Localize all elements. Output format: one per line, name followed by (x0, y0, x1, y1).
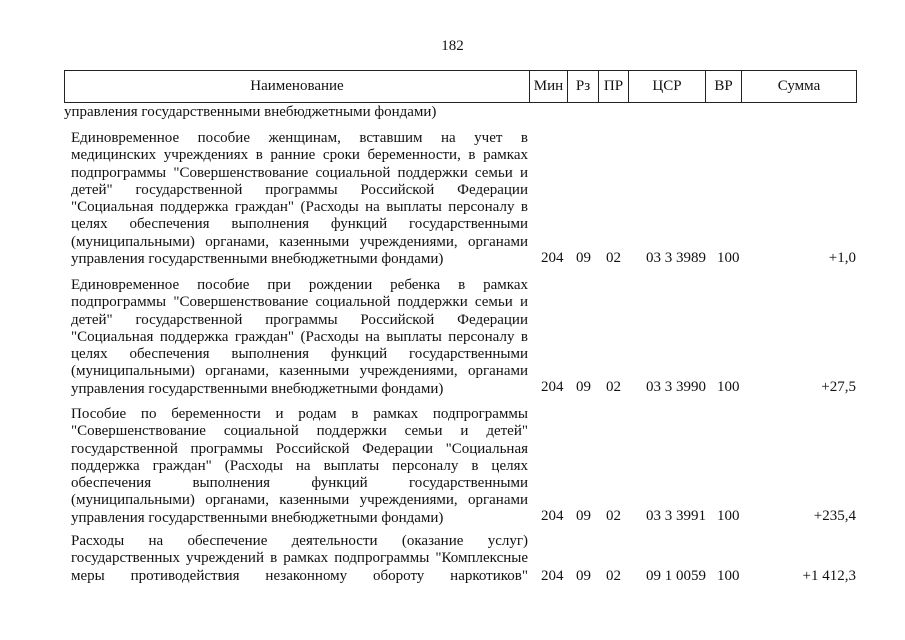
cell-rz: 09 (576, 508, 591, 524)
description-line: государственной программы Российской Федерации "Социальная (71, 440, 528, 457)
cell-pr: 02 (606, 379, 621, 395)
page-number: 182 (441, 38, 464, 54)
header-pr: ПР (599, 71, 629, 103)
description-line: "Совершенствование социальной поддержки семьи и детей" (71, 423, 528, 440)
cell-sum: +27,5 (821, 379, 856, 395)
header-min: Мин (530, 71, 568, 103)
description-line: целях обеспечения выполнения функций государственными (71, 216, 528, 233)
table-header (64, 70, 857, 103)
table-row (64, 533, 864, 585)
description-line: медицинских учреждениях в ранние сроки беременности, в рамках (71, 147, 528, 164)
description-line: управления государственными внебюджетными фондами) (71, 380, 444, 397)
header-rz: Рз (568, 71, 599, 103)
description-line: (муниципальными) органами, казенными учреждениями, органами (71, 363, 528, 380)
cell-vr: 100 (717, 250, 740, 266)
description-line: Пособие по беременности и родам в рамках подпрограммы (71, 406, 528, 422)
description-line: (муниципальными) органами, казенными учреждениями, органами (71, 492, 528, 509)
description-line: подпрограммы "Совершенствование социальной поддержки семьи и (71, 164, 528, 181)
cell-csr: 03 3 3989 (646, 250, 706, 266)
header-vr: ВР (706, 71, 742, 103)
cell-vr: 100 (717, 568, 740, 584)
cell-vr: 100 (717, 379, 740, 395)
cell-sum: +1 412,3 (802, 568, 856, 584)
row-description (71, 533, 528, 585)
header-csr: ЦСР (629, 71, 706, 103)
cell-min: 204 (541, 568, 564, 584)
description-line: обеспечения выполнения функций государственными (71, 475, 528, 492)
header-name: Наименование (65, 71, 530, 103)
cell-sum: +1,0 (828, 250, 856, 266)
table-row (64, 277, 864, 396)
cell-pr: 02 (606, 250, 621, 266)
cell-pr: 02 (606, 508, 621, 524)
description-line: целях обеспечения выполнения функций государственными (71, 346, 528, 363)
description-line: государственных учреждений в рамках подпрограммы "Комплексные (71, 550, 528, 567)
table-row (64, 406, 864, 525)
description-line: меры противодействия незаконному обороту наркотиков" (71, 567, 528, 584)
cell-min: 204 (541, 508, 564, 524)
cell-min: 204 (541, 250, 564, 266)
description-line: подпрограммы "Совершенствование социальной поддержки семьи и (71, 294, 528, 311)
cell-csr: 09 1 0059 (646, 568, 706, 584)
description-line: управления государственными внебюджетными фондами) (71, 509, 444, 526)
description-line: (муниципальными) органами, казенными учреждениями, органами (71, 233, 528, 250)
continuation-text: управления государственными внебюджетными фондами) (64, 104, 437, 120)
description-line: детей" государственной программы Российской Федерации (71, 311, 528, 328)
cell-pr: 02 (606, 568, 621, 584)
description-line: Единовременное пособие при рождении ребенка в рамках (71, 277, 528, 293)
row-description (71, 406, 528, 527)
header-sum: Сумма (742, 71, 857, 103)
cell-min: 204 (541, 379, 564, 395)
table-row (64, 130, 864, 267)
description-line: Единовременное пособие женщинам, вставшим на учет в (71, 130, 528, 146)
description-line: детей" государственной программы Российской Федерации (71, 181, 528, 198)
cell-sum: +235,4 (813, 508, 856, 524)
row-description (71, 130, 528, 268)
cell-rz: 09 (576, 568, 591, 584)
description-line: поддержка граждан" (Расходы на выплаты персоналу в целях (71, 457, 528, 474)
cell-csr: 03 3 3991 (646, 508, 706, 524)
description-line: "Социальная поддержка граждан" (Расходы на выплаты персоналу в (71, 199, 528, 216)
cell-rz: 09 (576, 379, 591, 395)
description-line: управления государственными внебюджетными фондами) (71, 251, 444, 268)
row-description (71, 277, 528, 398)
description-line: Расходы на обеспечение деятельности (оказание услуг) (71, 533, 528, 549)
description-line: "Социальная поддержка граждан" (Расходы на выплаты персоналу в (71, 328, 528, 345)
cell-rz: 09 (576, 250, 591, 266)
cell-vr: 100 (717, 508, 740, 524)
cell-csr: 03 3 3990 (646, 379, 706, 395)
